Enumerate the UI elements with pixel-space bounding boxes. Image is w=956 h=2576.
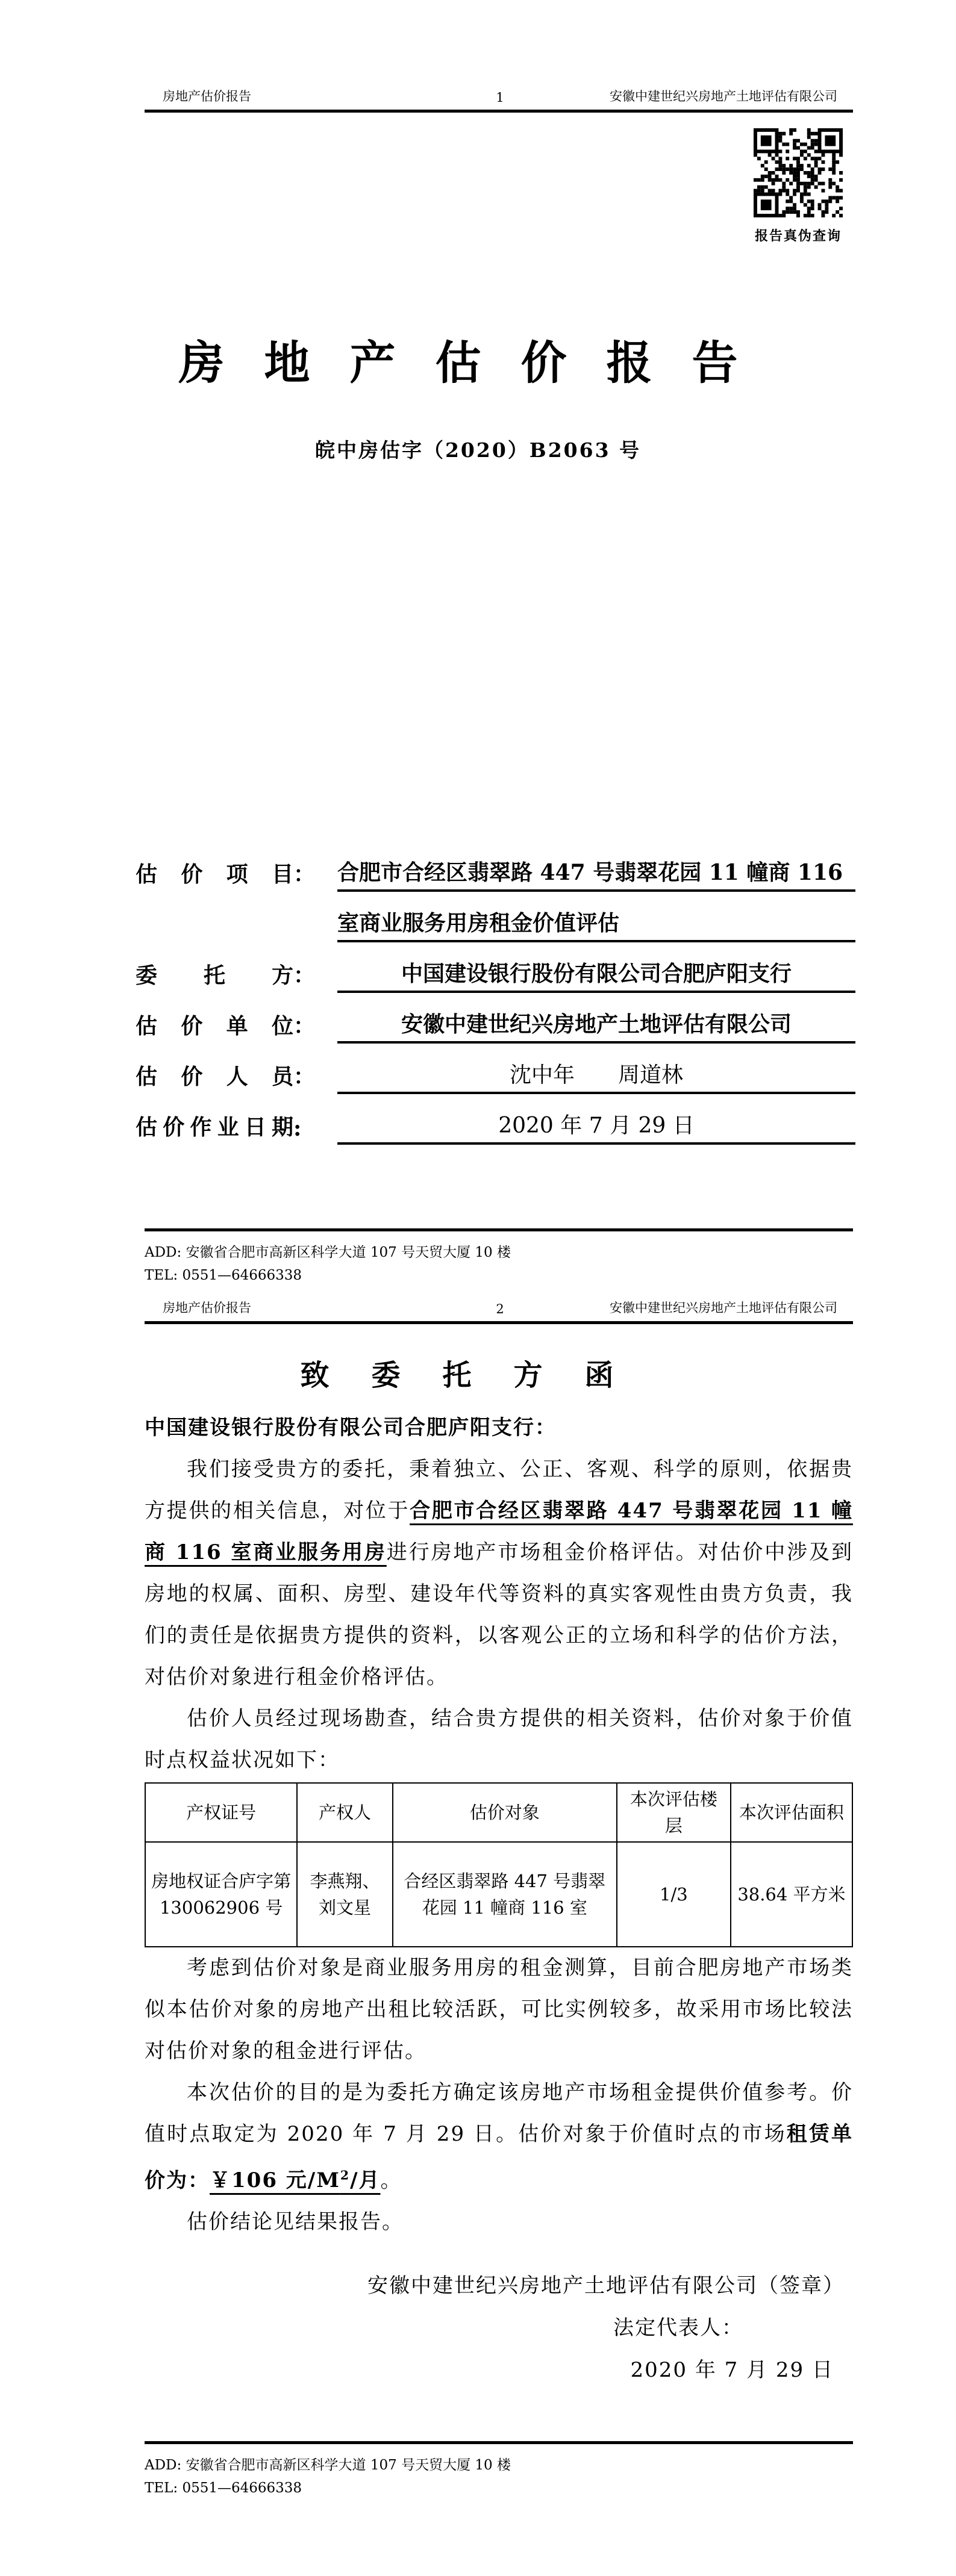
report-number: 皖中房估字（2020）B2063 号 (314, 438, 642, 462)
field-project-value-line1: 合肥市合经区翡翠路 447 号翡翠花园 11 幢商 116 (337, 856, 855, 892)
paragraph-4: 本次估价的目的是为委托方确定该房地产市场租金提供价值参考。价值时点取定为 2020 年 7 月 29 日。估价对象于价值时点的市场租赁单价为：￥106 元$/M^2/$月。 (145, 2080, 853, 2193)
field-project-value-line2: 室商业服务用房租金价值评估 (337, 906, 855, 942)
table-row (145, 1842, 852, 1947)
field-project-colon: ： (293, 862, 316, 887)
cell-subject: 合经区翡翠路 447 号翡翠花园 11 幢商 116 室 (393, 1842, 617, 1947)
field-date-label: 估价作业日期 (136, 1115, 293, 1140)
field-client-value: 中国建设银行股份有限公司合肥庐阳支行 (337, 957, 855, 993)
signature-company: 安徽中建世纪兴房地产土地评估有限公司（签章） (367, 2274, 845, 2298)
salutation: 中国建设银行股份有限公司合肥庐阳支行： (145, 1416, 557, 1440)
appraisal-table (145, 1782, 853, 1947)
cell-area: 38.64 平方米 (731, 1842, 852, 1947)
field-client-label: 委托方 (136, 963, 293, 988)
field-project-continued (136, 892, 855, 942)
paragraph-3: 考虑到估价对象是商业服务用房的租金测算，目前合肥房地产市场类似本估价对象的房地产出租比较活跃，可比实例较多，故采用市场比较法对估价对象的租金进行评估。 (145, 1956, 853, 2063)
footer-phone: TEL: 0551—64666338 (145, 2480, 302, 2496)
page1-footer (145, 1228, 853, 1287)
superscript-2: 2 (340, 2168, 351, 2183)
header-company: 安徽中建世纪兴房地产土地评估有限公司 (610, 1301, 837, 1315)
subject-property-text: 合肥市合经区翡翠路 447 号翡翠花园 11 幢商 116 室商业服务用房 (145, 1499, 854, 1564)
footer-address: ADD: 安徽省合肥市高新区科学大道 107 号天贸大厦 10 楼 (145, 1245, 511, 1260)
report-title: 房地产估价报告 (178, 336, 778, 390)
cell-floor: 1/3 (617, 1842, 731, 1947)
header-title: 房地产估价报告 (163, 89, 251, 104)
field-date-colon: : (293, 1116, 302, 1141)
field-staff-value: 沈中年 周道林 (337, 1058, 855, 1094)
col-header-owner: 产权人 (297, 1783, 392, 1842)
field-agency (136, 993, 855, 1044)
letter-title: 致委托方函 (300, 1358, 656, 1392)
page1-running-header (145, 82, 853, 113)
qr-code (754, 128, 843, 217)
col-header-floor: 本次评估楼层 (617, 1783, 731, 1842)
footer-phone: TEL: 0551—64666338 (145, 1268, 302, 1283)
footer-address: ADD: 安徽省合肥市高新区科学大道 107 号天贸大厦 10 楼 (145, 2457, 511, 2473)
field-project (136, 841, 855, 892)
field-staff-label: 估价人员 (136, 1064, 293, 1089)
field-agency-value: 安徽中建世纪兴房地产土地评估有限公司 (337, 1007, 855, 1044)
col-header-cert-no: 产权证号 (145, 1783, 297, 1842)
field-client (136, 942, 855, 993)
paragraph-2: 估价人员经过现场勘查，结合贵方提供的相关资料，估价对象于价值时点权益状况如下： (145, 1706, 853, 1772)
field-date (136, 1094, 855, 1145)
page-2 (0, 1288, 956, 2576)
header-company: 安徽中建世纪兴房地产土地评估有限公司 (610, 89, 837, 104)
cover-form (136, 841, 855, 1145)
page2-footer (145, 2441, 853, 2500)
letter-body (145, 1407, 853, 2391)
field-date-value: 2020 年 7 月 29 日 (337, 1109, 855, 1145)
page-number: 2 (496, 1302, 504, 1316)
paragraph-5: 估价结论见结果报告。 (187, 2210, 404, 2235)
field-staff-colon: ： (293, 1064, 316, 1089)
field-project-label: 估价项目 (136, 862, 293, 887)
col-header-subject: 估价对象 (393, 1783, 617, 1842)
paragraph-1: 我们接受贵方的委托，秉着独立、公正、客观、科学的原则，依据贵方提供的相关信息，对位于合肥市合经区翡翠路 447 号翡翠花园 11 幢商 116 室商业服务用房进行房地产市场租金价格评估。对估价中涉及到房地的权属、面积、房型、建设年代等资料的真实客观性由贵方负责，我们的责任是依据贵方提供的资料，以客观公正的立场和科学的估价方法，对估价对象进行租金价格评估。 (145, 1457, 854, 1689)
signature-date: 2020 年 7 月 29 日 (630, 2358, 834, 2383)
page2-running-header (145, 1293, 853, 1324)
field-staff (136, 1044, 855, 1094)
field-client-colon: ： (293, 963, 316, 988)
table-header-row (145, 1783, 852, 1842)
cell-owner: 李燕翔、刘文星 (297, 1842, 392, 1947)
col-header-area: 本次评估面积 (731, 1783, 852, 1842)
signature-block (145, 2265, 853, 2391)
cell-cert-no: 房地权证合庐字第 130062906 号 (145, 1842, 297, 1947)
field-agency-label: 估价单位 (136, 1013, 293, 1039)
rent-label-text: 租赁单价为： (145, 2122, 853, 2193)
page-number: 1 (496, 90, 504, 105)
rent-price-text: ￥106 元$/M^2/$月 (210, 2168, 381, 2193)
qr-verification-block (753, 128, 843, 244)
field-agency-colon: ： (293, 1013, 316, 1039)
qr-label: 报告真伪查询 (754, 228, 842, 244)
header-title: 房地产估价报告 (163, 1301, 251, 1315)
signature-legal-rep: 法定代表人： (613, 2316, 743, 2341)
